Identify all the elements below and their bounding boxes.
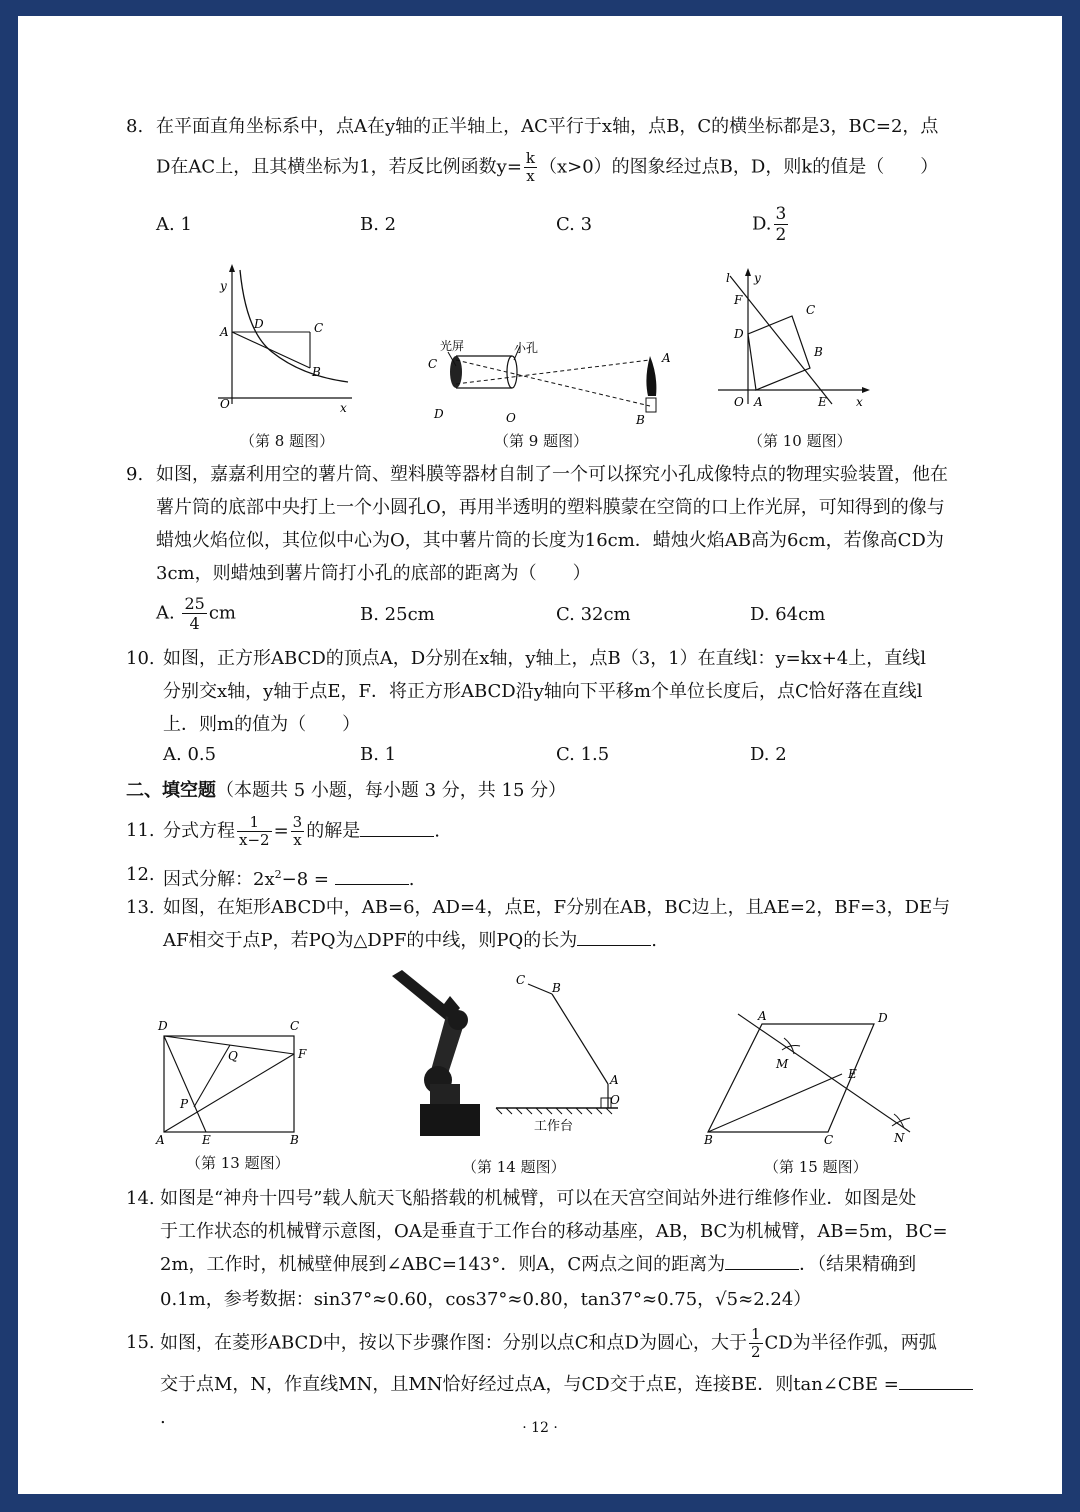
label-d: D xyxy=(734,327,744,341)
label-m: M xyxy=(776,1057,789,1071)
option-a: A. 0.5 xyxy=(163,744,217,765)
figure-14-caption: （第 14 题图） xyxy=(462,1158,566,1176)
figure-8 xyxy=(202,262,358,414)
answer-blank[interactable] xyxy=(360,818,434,837)
question-text: 因式分解：$2x^2-8$ = . xyxy=(163,868,415,890)
option-c: C. 32cm xyxy=(556,604,631,625)
figure-13-caption: （第 13 题图） xyxy=(186,1154,290,1172)
label-table: 工作台 xyxy=(534,1119,574,1134)
label-y: y xyxy=(220,279,227,293)
option-d: D. 2 xyxy=(750,744,787,765)
option-a: A. $\frac{25}{4}$ cm xyxy=(156,594,236,633)
label-b: B xyxy=(312,365,321,379)
section-heading: 二、填空题（本题共 5 小题，每小题 3 分，共 15 分） xyxy=(126,780,567,801)
label-f: F xyxy=(298,1047,307,1061)
label-o: O xyxy=(734,395,744,409)
page-number: · 12 · xyxy=(522,1420,558,1436)
question-text: 2m，工作时，机械壁伸展到∠ABC=143°．则A，C两点之间的距离为 ．（结果精确到 xyxy=(160,1248,976,1281)
question-text: 如图是“神舟十四号”载人航天飞船搭载的机械臂，可以在天宫空间站外进行维修作业．如图是处 xyxy=(160,1188,917,1209)
label-a: A xyxy=(758,1009,767,1023)
label-a: A xyxy=(220,325,229,339)
label-c: C xyxy=(314,321,324,335)
fraction: $\frac{k}{x}$ xyxy=(525,149,535,185)
label-e: E xyxy=(202,1133,211,1147)
question-text: 0.1m，参考数据：sin37°≈0.60，cos37°≈0.80，tan37°≈0.75，√5≈2.24） xyxy=(160,1289,812,1310)
label-screen: 光屏 xyxy=(440,339,465,353)
label-f: F xyxy=(734,293,743,307)
label-a: A xyxy=(662,351,671,365)
question-text: 如图，正方形ABCD的顶点A，D分别在x轴，y轴上，点B（3，1）在直线l：y=kx+4上，直线l xyxy=(163,648,927,669)
label-c: C xyxy=(806,303,816,317)
label-n: N xyxy=(894,1131,905,1145)
figure-8-caption: （第 8 题图） xyxy=(240,432,335,450)
option-b: B. 2 xyxy=(360,214,397,235)
question-text: D在AC上，且其横坐标为1，若反比例函数y= $\frac{k}{x}$ （x>0）的图象经过点B，D，则k的值是（ ） xyxy=(156,149,939,185)
label-l: l xyxy=(726,271,730,285)
figure-10-caption: （第 10 题图） xyxy=(748,432,852,450)
exam-page xyxy=(18,16,1062,1494)
option-b: B. 25cm xyxy=(360,604,435,625)
question-text: 分式方程 $\frac{1}{x-2}$ = $\frac{3}{x}$ 的解是 . xyxy=(163,813,440,849)
question-text: 如图，在矩形ABCD中，AB=6，AD=4，点E，F分别在AB，BC边上，且AE=2，BF=3，DE与 xyxy=(163,897,951,918)
label-b: B xyxy=(552,981,561,995)
label-hole: 小孔 xyxy=(514,341,539,355)
label-q: Q xyxy=(228,1049,238,1063)
question-text: 如图，嘉嘉利用空的薯片筒、塑料膜等器材自制了一个可以探究小孔成像特点的物理实验装置，他在 xyxy=(156,464,948,485)
figure-14 xyxy=(490,972,620,1132)
question-text: 上．则m的值为（ ） xyxy=(163,714,361,735)
label-p: P xyxy=(180,1097,189,1111)
label-a: A xyxy=(610,1073,619,1087)
label-d: D xyxy=(878,1011,888,1025)
answer-blank[interactable] xyxy=(725,1251,799,1270)
label-c: C xyxy=(824,1133,834,1147)
question-text: 蜡烛火焰位似，其位似中心为O，其中薯片筒的长度为16cm．蜡烛火焰AB高为6cm，若像高CD为 xyxy=(156,530,944,551)
label-d: D xyxy=(158,1019,168,1033)
question-text: AF相交于点P，若PQ为△DPF的中线，则PQ的长为 . xyxy=(163,924,976,957)
label-c: C xyxy=(290,1019,300,1033)
answer-blank[interactable] xyxy=(335,866,409,885)
label-c: C xyxy=(516,973,526,987)
label-b: B xyxy=(814,345,823,359)
label-x: x xyxy=(856,395,863,409)
answer-blank[interactable] xyxy=(899,1371,973,1390)
robot-arm-image xyxy=(388,968,494,1138)
question-number: 8. xyxy=(126,116,144,137)
label-a: A xyxy=(156,1133,165,1147)
question-text: 分别交x轴，y轴于点E，F．将正方形ABCD沿y轴向下平移m个单位长度后，点C恰好落在直线l xyxy=(163,681,923,702)
label-y: y xyxy=(754,271,761,285)
label-d: D xyxy=(254,317,264,331)
option-a: A. 1 xyxy=(156,214,192,235)
question-number: 13. xyxy=(126,897,155,918)
option-d: D. 64cm xyxy=(750,604,826,625)
question-text: 3cm，则蜡烛到薯片筒打小孔的底部的距离为（ ） xyxy=(156,563,591,584)
label-e: E xyxy=(848,1067,857,1081)
question-text: 于工作状态的机械臂示意图，OA是垂直于工作台的移动基座，AB，BC为机械臂，AB=5m，BC= xyxy=(160,1221,948,1242)
option-c: C. 1.5 xyxy=(556,744,610,765)
figure-13 xyxy=(148,1016,338,1146)
question-number: 10. xyxy=(126,648,155,669)
label-b: B xyxy=(636,413,645,427)
figure-15 xyxy=(698,1006,924,1147)
label-c: C xyxy=(428,357,438,371)
question-number: 15. xyxy=(126,1332,155,1353)
question-text: 交于点M，N，作直线MN，且MN恰好经过点A，与CD交于点E，连接BE．则tan∠CBE =. xyxy=(160,1368,976,1434)
question-number: 14. xyxy=(126,1188,155,1209)
label-o: O xyxy=(610,1093,620,1107)
label-x: x xyxy=(340,401,347,415)
label-o: O xyxy=(506,411,516,425)
question-number: 11. xyxy=(126,820,155,841)
label-e: E xyxy=(818,395,827,409)
label-b: B xyxy=(704,1133,713,1147)
figure-9 xyxy=(400,316,671,427)
question-number: 9. xyxy=(126,464,144,485)
label-o: O xyxy=(220,397,230,411)
question-text: 在平面直角坐标系中，点A在y轴的正半轴上，AC平行于x轴，点B，C的横坐标都是3，BC=2，点 xyxy=(156,116,939,137)
option-b: B. 1 xyxy=(360,744,397,765)
question-text: 薯片筒的底部中央打上一个小圆孔O，再用半透明的塑料膜蒙在空筒的口上作光屏，可知得到的像与 xyxy=(156,497,945,518)
question-number: 12. xyxy=(126,864,155,885)
label-a: A xyxy=(754,395,763,409)
answer-blank[interactable] xyxy=(577,927,651,946)
figure-15-caption: （第 15 题图） xyxy=(764,1158,868,1176)
label-d: D xyxy=(434,407,444,421)
label-b: B xyxy=(290,1133,299,1147)
question-text: 如图，在菱形ABCD中，按以下步骤作图：分别以点C和点D为圆心，大于 $\frac{1}{2}$ CD为半径作弧，两弧 xyxy=(160,1325,937,1361)
option-d: D. $\frac{3}{2}$ xyxy=(752,204,787,245)
option-c: C. 3 xyxy=(556,214,593,235)
figure-10 xyxy=(714,264,874,414)
figure-9-caption: （第 9 题图） xyxy=(494,432,589,450)
